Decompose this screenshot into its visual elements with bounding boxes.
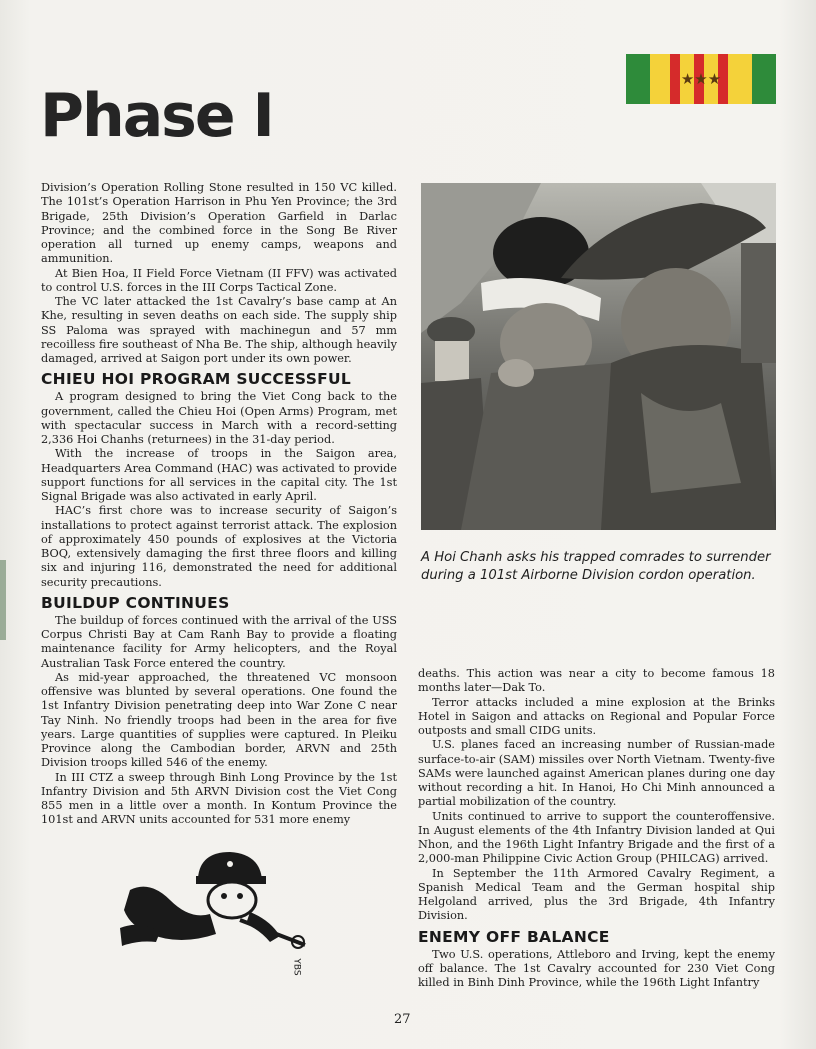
soldiers-photo [421,183,776,530]
paragraph: U.S. planes faced an increasing number of Russian-made surface-to-air (SAM) missiles over North Vietnam. Twenty-five SAMs were launched against American planes during one day without recording a hit. In Hanoi, Ho Chi Minh announced a partial mobilization of the country. [418,738,775,809]
paragraph: In September the 11th Armored Cavalry Regiment, a Spanish Medical Team and the German hospital ship Helgoland arrived, plus the 3rd Brigade, 4th Infantry Division. [418,866,775,923]
section-heading-buildup: BUILDUP CONTINUES [41,593,230,612]
section-heading-chieu-hoi: CHIEU HOI PROGRAM SUCCESSFUL [41,370,352,389]
paragraph: deaths. This action was near a city to become famous 18 months later—Dak To. [418,667,775,695]
page-title: Phase I [40,81,273,151]
ribbon-stars: ★★★ [680,70,722,88]
left-text-column [41,181,397,828]
photo-illustration [421,183,776,530]
paragraph: Units continued to arrive to support the counteroffensive. In August elements of the 4th Infantry Division landed at Qui Nhon, and the 196th Light Infantry Brigade and the first of a 2,000-man Philippine Civic Action Group (PHILCAG) arrived. [418,809,775,866]
page-edge-shadow [0,560,6,640]
section-heading-enemy-off-balance: ENEMY OFF BALANCE [418,927,610,946]
paragraph: As mid-year approached, the threatened VC monsoon offensive was blunted by several operations. One found the 1st Infantry Division penetrating deep into War Zone C near Tay Ninh. No friendly troops had been in the area for five years. Large quantities of supplies were captured. In Pleiku Province along the Cambodian border, ARVN and 25th Division troops killed 546 of the enemy. [41,670,397,770]
soldier-cartoon [120,850,315,990]
paragraph: The buildup of forces continued with the arrival of the USS Corpus Christi Bay at Cam Ranh Bay to provide a floating maintenance facility for Army helicopters, and the Royal Australian Task Force entered the country. [41,613,397,670]
crawling-soldier-icon [120,850,315,990]
right-text-column [418,667,775,990]
paragraph: With the increase of troops in the Saigon area, Headquarters Area Command (HAC) was activated to provide support functions for all services in the capital city. The 1st Signal Brigade was also activated in early April. [41,447,397,503]
paragraph: Division’s Operation Rolling Stone resulted in 150 VC killed. The 101st’s Operation Harrison in Phu Yen Province; the 3rd Brigade, 25th Division’s Operation Garfield in Darlac Province; and the combined force in the Song Be River operation all turned up enemy camps, weapons and ammunition. [41,181,397,266]
paragraph: Two U.S. operations, Attleboro and Irving, kept the enemy off balance. The 1st Cavalry accounted for 230 Viet Cong killed in Binh Dinh Province, while the 196th Light Infantry [418,947,775,989]
cartoon-signature: YBS [291,958,302,976]
photo-caption: A Hoi Chanh asks his trapped comrades to surrender during a 101st Airborne Division cordon operation. [421,550,771,583]
paragraph: In III CTZ a sweep through Binh Long Province by the 1st Infantry Division and 5th ARVN Division cost the Viet Cong 855 men in a little over a month. In Kontum Province the 101st and ARVN units accounted for 531 more enemy [41,770,397,827]
paragraph: A program designed to bring the Viet Cong back to the government, called the Chieu Hoi (Open Arms) Program, met with spectacular success in March with a record-setting 2,336 Hoi Chanhs (returnees) in the 31-day period. [41,390,397,446]
paragraph: HAC’s first chore was to increase security of Saigon’s installations to protect against terrorist attack. The explosion of approximately 450 pounds of explosives at the Victoria BOQ, extensively damaging the first three floors and killing six and injuring 116, demonstrated the need for additional security precautions. [41,504,397,589]
paragraph: The VC later attacked the 1st Cavalry’s base camp at An Khe, resulting in seven deaths on each side. The supply ship SS Paloma was sprayed with machinegun and 57 mm recoilless fire southeast of Nha Be. The ship, although heavily damaged, arrived at Saigon port under its own power. [41,295,397,365]
paragraph: Terror attacks included a mine explosion at the Brinks Hotel in Saigon and attacks on Regional and Popular Force outposts and small CIDG units. [418,695,775,737]
page-number: 27 [394,1012,411,1027]
service-ribbon-icon [626,54,776,104]
paragraph: At Bien Hoa, II Field Force Vietnam (II FFV) was activated to control U.S. forces in the III Corps Tactical Zone. [41,266,397,294]
